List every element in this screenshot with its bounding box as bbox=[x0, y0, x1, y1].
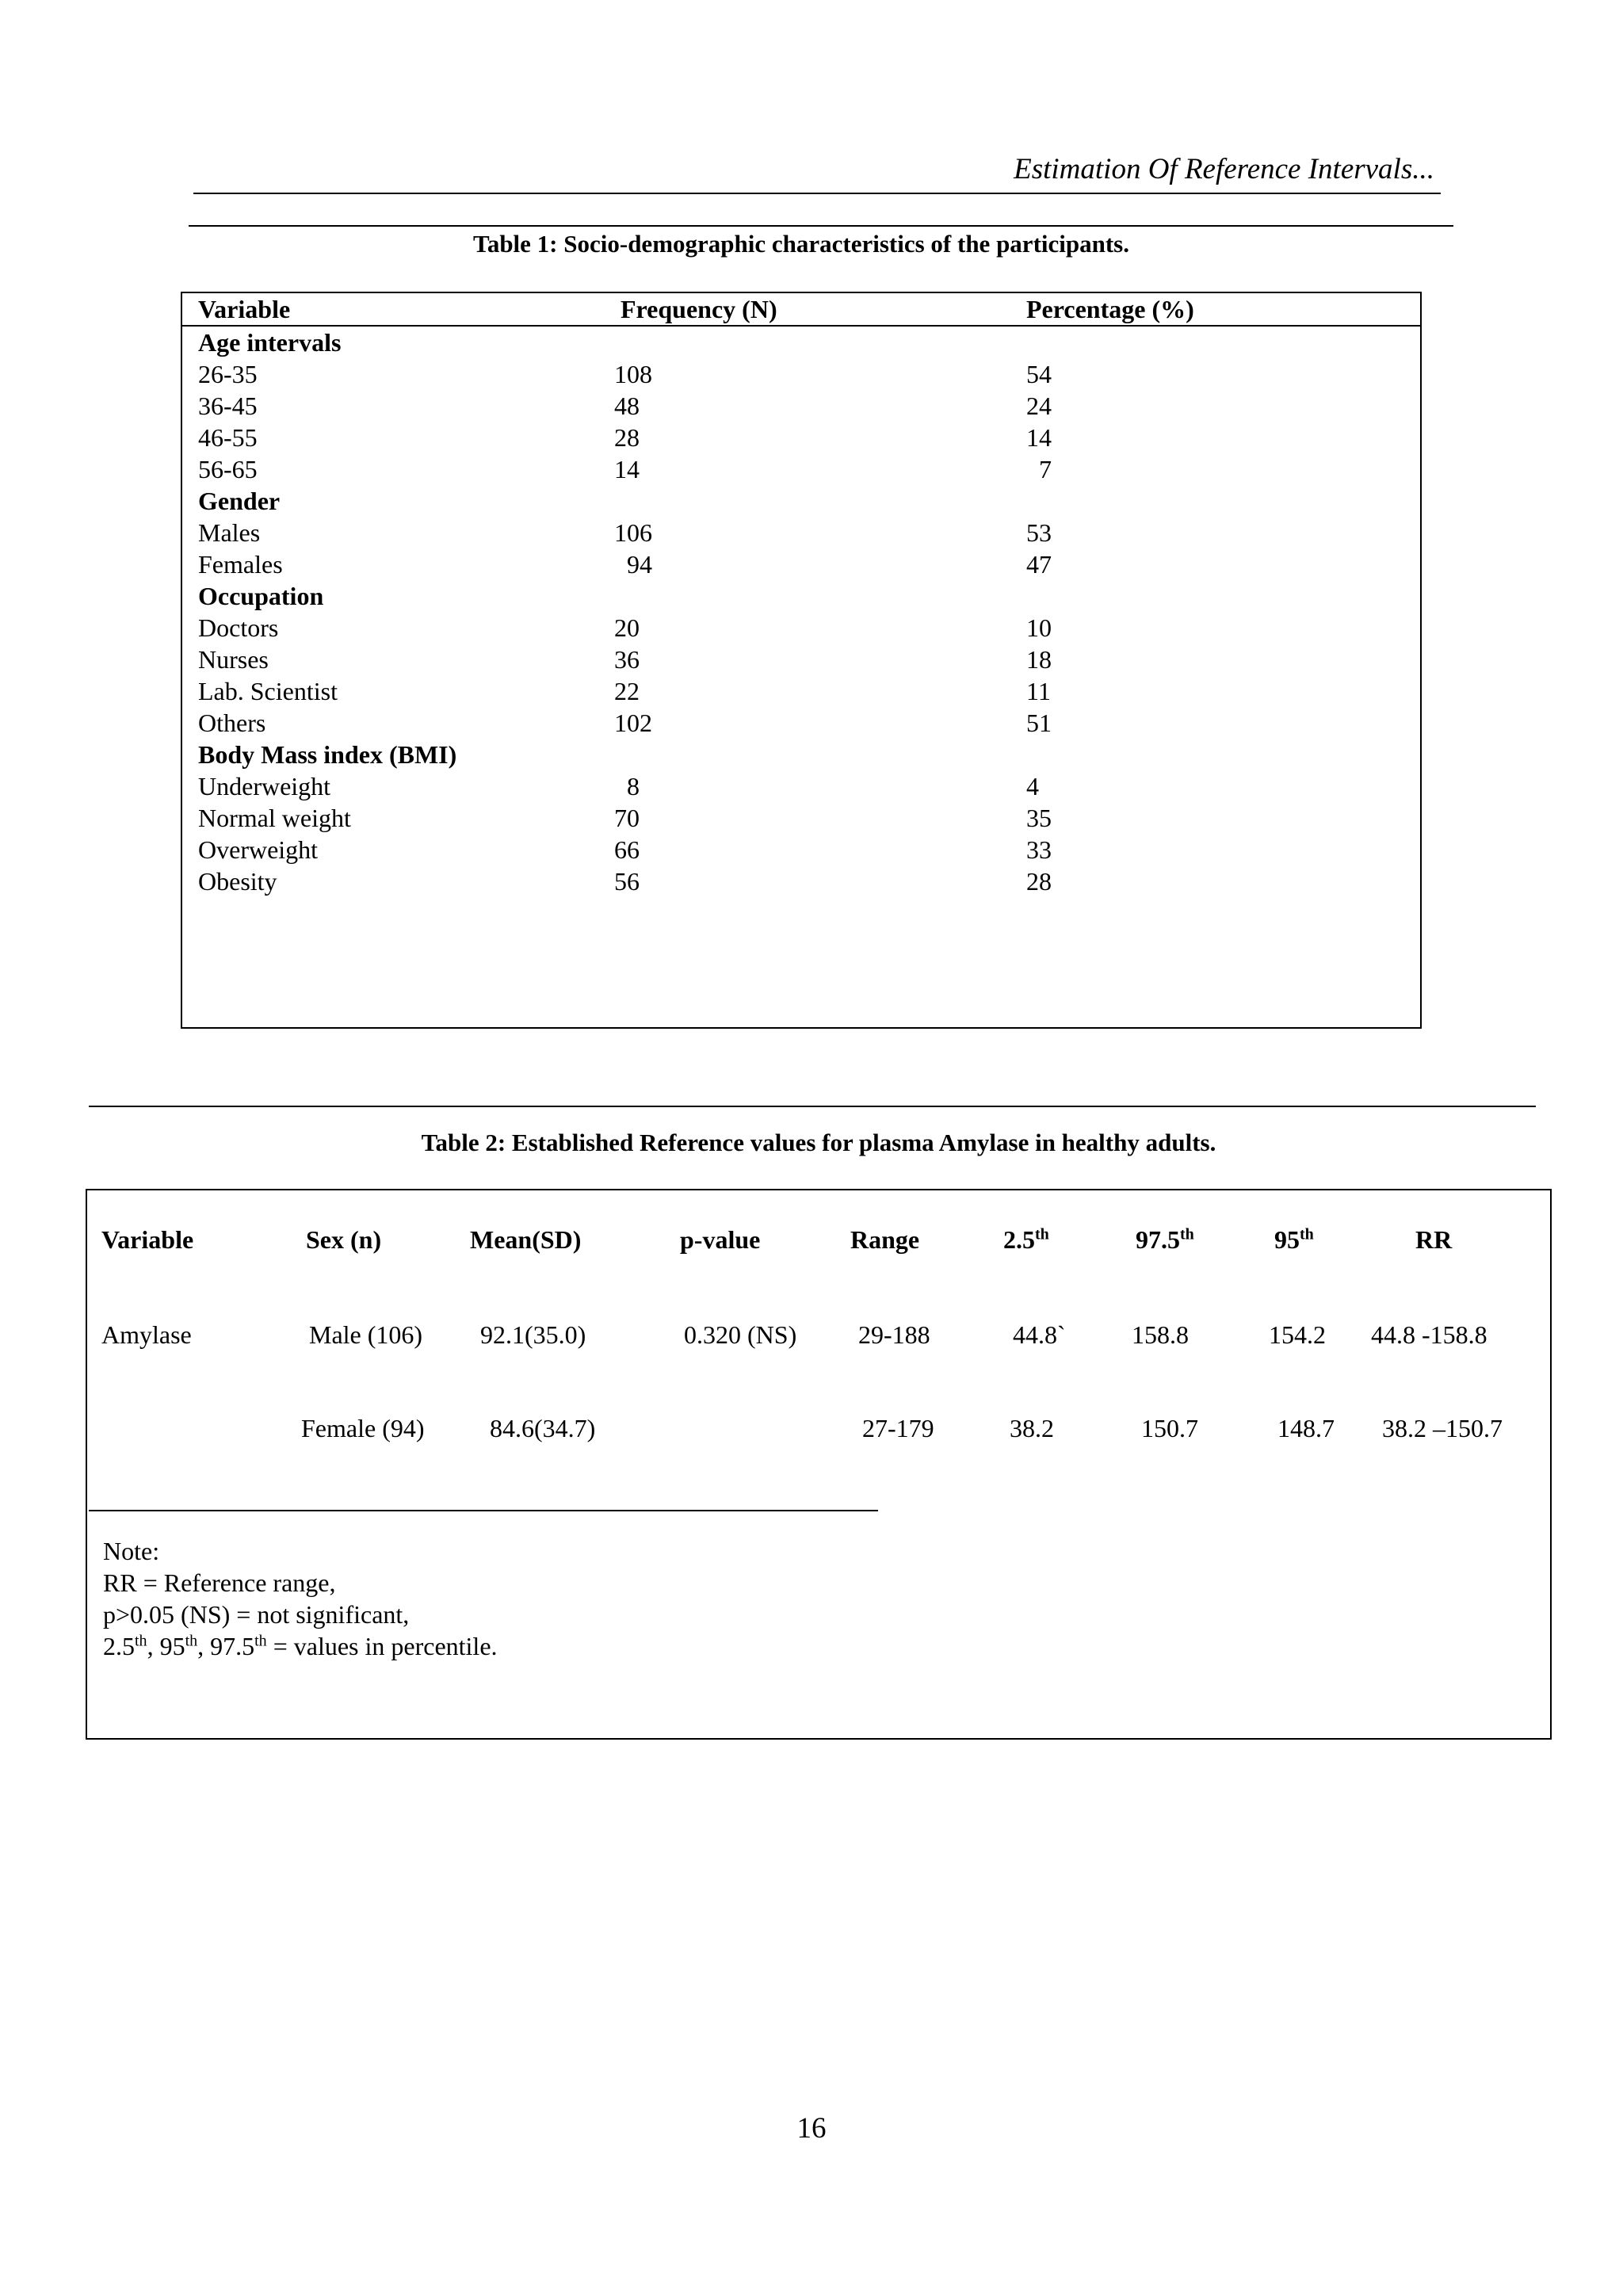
table1-caption: Table 1: Socio-demographic characteristics of the participants. bbox=[472, 230, 1129, 258]
table1-cell-frequency: 70 bbox=[614, 804, 640, 832]
table1-cell-variable: Doctors bbox=[198, 613, 279, 642]
table1-cell-variable: Females bbox=[198, 550, 283, 579]
table2-top-rule bbox=[89, 1106, 1536, 1107]
table2-cell-rr: 44.8 -158.8 bbox=[1371, 1320, 1487, 1349]
table2-header-sex: Sex (n) bbox=[306, 1225, 382, 1254]
table1-group-heading: Body Mass index (BMI) bbox=[198, 740, 457, 769]
table1-cell-variable: Nurses bbox=[198, 645, 269, 674]
table1-cell-percentage: 51 bbox=[1026, 709, 1052, 737]
page-number: 16 bbox=[796, 2112, 827, 2145]
table1-cell-frequency: 48 bbox=[614, 392, 640, 420]
table2-header-mean: Mean(SD) bbox=[470, 1225, 582, 1254]
table1-group-heading: Gender bbox=[198, 487, 281, 515]
table2-header-pvalue: p-value bbox=[680, 1225, 761, 1254]
table1-cell-frequency: 108 bbox=[614, 360, 652, 388]
table1-cell-percentage: 14 bbox=[1026, 423, 1052, 452]
table1-cell-frequency: 36 bbox=[614, 645, 640, 674]
table1 bbox=[181, 292, 1422, 1029]
table2 bbox=[86, 1189, 1552, 1740]
table1-cell-variable: Lab. Scientist bbox=[198, 677, 338, 705]
table1-cell-percentage: 10 bbox=[1026, 613, 1052, 642]
table1-cell-frequency: 8 bbox=[614, 772, 640, 800]
table1-cell-percentage: 4 bbox=[1026, 772, 1039, 800]
table1-cell-percentage: 7 bbox=[1026, 455, 1052, 483]
table1-cell-percentage: 53 bbox=[1026, 518, 1052, 547]
table1-cell-percentage: 47 bbox=[1026, 550, 1052, 579]
table2-header-p95: 95th bbox=[1274, 1225, 1314, 1254]
table1-cell-frequency: 102 bbox=[614, 709, 652, 737]
table2-cell-p2-5: 38.2 bbox=[1010, 1414, 1054, 1442]
table1-header-variable: Variable bbox=[198, 295, 291, 323]
table2-note bbox=[103, 1535, 498, 1662]
table1-cell-frequency: 22 bbox=[614, 677, 640, 705]
table1-cell-variable: Overweight bbox=[198, 835, 319, 864]
table1-cell-variable: 36-45 bbox=[198, 392, 258, 420]
running-header: Estimation Of Reference Intervals... bbox=[1014, 153, 1434, 185]
table1-cell-variable: Underweight bbox=[198, 772, 331, 800]
table2-cell-pvalue: 0.320 (NS) bbox=[684, 1320, 797, 1349]
note-line-rr: RR = Reference range, bbox=[103, 1568, 336, 1597]
table1-cell-frequency: 14 bbox=[614, 455, 640, 483]
table1-cell-frequency: 106 bbox=[614, 518, 652, 547]
table2-header-p97-5: 97.5th bbox=[1136, 1225, 1194, 1254]
table2-cell-range: 27-179 bbox=[862, 1414, 934, 1442]
table2-cell-sex: Male (106) bbox=[309, 1320, 423, 1349]
table2-cell-p2-5: 44.8` bbox=[1013, 1320, 1066, 1349]
table1-cell-variable: 56-65 bbox=[198, 455, 258, 483]
table2-cell-sex: Female (94) bbox=[301, 1414, 425, 1442]
note-title: Note: bbox=[103, 1537, 160, 1565]
table2-header-rr: RR bbox=[1415, 1225, 1453, 1254]
table2-cell-p97-5: 150.7 bbox=[1141, 1414, 1198, 1442]
table1-cell-variable: 26-35 bbox=[198, 360, 258, 388]
table2-header-p2-5: 2.5th bbox=[1003, 1225, 1049, 1254]
table1-cell-percentage: 18 bbox=[1026, 645, 1052, 674]
table2-header-variable: Variable bbox=[101, 1225, 194, 1254]
table1-cell-variable: Others bbox=[198, 709, 266, 737]
header-rule bbox=[193, 193, 1441, 194]
table2-cell-variable: Amylase bbox=[101, 1320, 192, 1349]
table1-cell-percentage: 33 bbox=[1026, 835, 1052, 864]
table1-cell-frequency: 94 bbox=[614, 550, 652, 579]
table1-cell-percentage: 28 bbox=[1026, 867, 1052, 896]
table1-group-heading: Age intervals bbox=[198, 328, 342, 357]
table2-cell-rr: 38.2 –150.7 bbox=[1382, 1414, 1503, 1442]
table1-top-rule bbox=[189, 225, 1453, 227]
table1-cell-variable: 46-55 bbox=[198, 423, 258, 452]
table2-cell-mean: 92.1(35.0) bbox=[480, 1320, 586, 1349]
table1-cell-variable: Obesity bbox=[198, 867, 277, 896]
table1-cell-frequency: 20 bbox=[614, 613, 640, 642]
table1-group-heading: Occupation bbox=[198, 582, 324, 610]
table2-note-divider bbox=[89, 1510, 878, 1511]
table2-cell-range: 29-188 bbox=[858, 1320, 930, 1349]
table2-cell-p95: 154.2 bbox=[1269, 1320, 1326, 1349]
table1-header-row bbox=[182, 293, 1420, 327]
table2-header-range: Range bbox=[850, 1225, 920, 1254]
table2-cell-p95: 148.7 bbox=[1277, 1414, 1335, 1442]
note-line-percentile: 2.5th, 95th, 97.5th = values in percentile. bbox=[103, 1632, 498, 1660]
table1-cell-frequency: 28 bbox=[614, 423, 640, 452]
table1-header-frequency: Frequency (N) bbox=[621, 295, 777, 323]
table2-caption: Table 2: Established Reference values for plasma Amylase in healthy adults. bbox=[421, 1129, 1216, 1156]
table1-cell-frequency: 56 bbox=[614, 867, 640, 896]
table1-cell-variable: Males bbox=[198, 518, 261, 547]
table1-cell-percentage: 11 bbox=[1026, 677, 1051, 705]
table1-cell-percentage: 35 bbox=[1026, 804, 1052, 832]
table1-header-percentage: Percentage (%) bbox=[1026, 295, 1194, 323]
table1-cell-variable: Normal weight bbox=[198, 804, 351, 832]
table1-cell-percentage: 24 bbox=[1026, 392, 1052, 420]
table2-cell-p97-5: 158.8 bbox=[1132, 1320, 1189, 1349]
note-line-ns: p>0.05 (NS) = not significant, bbox=[103, 1600, 410, 1629]
table2-cell-mean: 84.6(34.7) bbox=[490, 1414, 596, 1442]
table1-cell-percentage: 54 bbox=[1026, 360, 1052, 388]
table1-cell-frequency: 66 bbox=[614, 835, 640, 864]
